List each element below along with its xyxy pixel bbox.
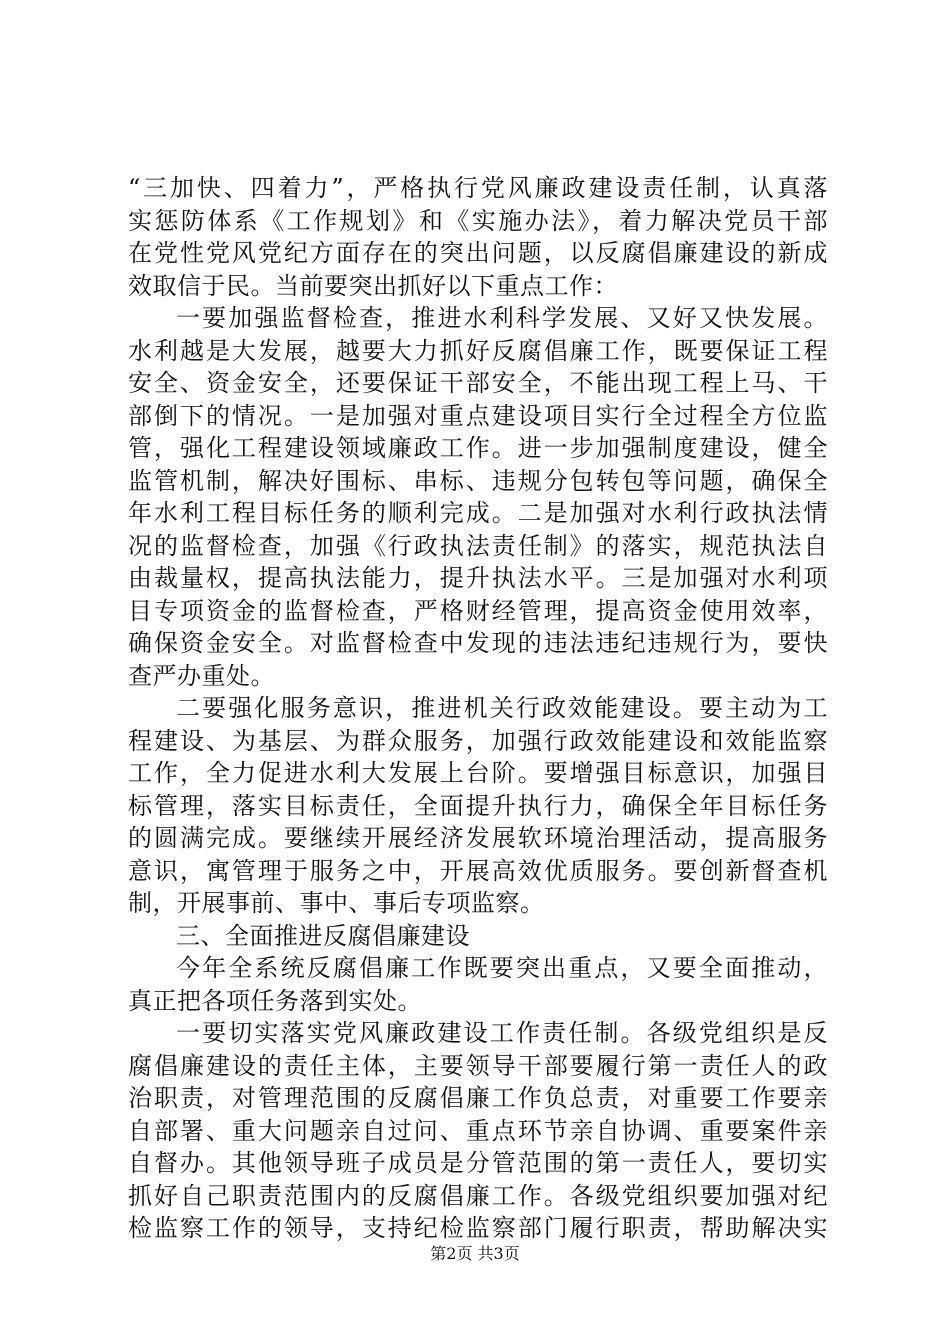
text-line: 腐倡廉建设的责任主体，主要领导干部要履行第一责任人的政 (128, 1051, 828, 1080)
text-line: 确保资金安全。对监督检查中发现的违法违纪违规行为，要快 (128, 629, 828, 657)
text-line: 抓好自己职责范围内的反腐倡廉工作。各级党组织要加强对纪 (128, 1181, 828, 1210)
text-line: 效取信于民。当前要突出抓好以下重点工作： (128, 271, 618, 300)
text-line: 三、全面推进反腐倡廉建设 (176, 921, 470, 950)
text-line: 由裁量权，提高执法能力，提升执法水平。三是加强对水利项 (128, 564, 828, 592)
text-line: 安全、资金安全，还要保证干部安全，不能出现工程上马、干 (128, 369, 828, 397)
text-line: 真正把各项任务落到实处。 (128, 986, 422, 1015)
text-line: 今年全系统反腐倡廉工作既要突出重点，又要全面推动， (176, 954, 828, 982)
text-line: “三加快、四着力”，严格执行党风廉政建设责任制，认真落 (128, 174, 828, 202)
text-line: 二要强化服务意识，推进机关行政效能建设。要主动为工 (176, 694, 828, 722)
text-line: 况的监督检查，加强《行政执法责任制》的落实，规范执法自 (128, 531, 828, 560)
text-line: 在党性党风党纪方面存在的突出问题，以反腐倡廉建设的新成 (128, 239, 828, 267)
text-line: 查严办重处。 (128, 661, 275, 690)
text-line: 部倒下的情况。一是加强对重点建设项目实行全过程全方位监 (128, 401, 828, 430)
text-line: 目专项资金的监督检查，严格财经管理，提高资金使用效率， (128, 596, 828, 625)
document-body (128, 172, 828, 1245)
text-line: 实惩防体系《工作规划》和《实施办法》，着力解决党员干部 (128, 206, 828, 235)
text-line: 制，开展事前、事中、事后专项监察。 (128, 889, 545, 917)
text-line: 标管理，落实目标责任，全面提升执行力，确保全年目标任务 (128, 791, 828, 820)
text-line: 工作，全力促进水利大发展上台阶。要增强目标意识，加强目 (128, 759, 828, 787)
text-line: 一要加强监督检查，推进水利科学发展、又好又快发展。 (176, 304, 828, 332)
text-line: 水利越是大发展，越要大力抓好反腐倡廉工作，既要保证工程 (128, 336, 828, 365)
text-line: 意识，寓管理于服务之中，开展高效优质服务。要创新督查机 (128, 856, 828, 885)
page-number-footer: 第2页 共3页 (430, 1244, 520, 1263)
text-line: 的圆满完成。要继续开展经济发展软环境治理活动，提高服务 (128, 824, 828, 852)
text-line: 自督办。其他领导班子成员是分管范围的第一责任人，要切实 (128, 1149, 828, 1177)
text-line: 自部署、重大问题亲自过问、重点环节亲自协调、重要案件亲 (128, 1116, 828, 1145)
text-line: 监管机制，解决好围标、串标、违规分包转包等问题，确保全 (128, 466, 828, 495)
text-line: 年水利工程目标任务的顺利完成。二是加强对水利行政执法情 (128, 499, 828, 527)
text-line: 一要切实落实党风廉政建设工作责任制。各级党组织是反 (176, 1019, 828, 1047)
text-line: 检监察工作的领导，支持纪检监察部门履行职责，帮助解决实 (128, 1214, 828, 1242)
text-line: 管，强化工程建设领域廉政工作。进一步加强制度建设，健全 (128, 434, 828, 462)
text-line: 治职责，对管理范围的反腐倡廉工作负总责，对重要工作要亲 (128, 1084, 828, 1112)
text-line: 程建设、为基层、为群众服务，加强行政效能建设和效能监察 (128, 726, 828, 755)
